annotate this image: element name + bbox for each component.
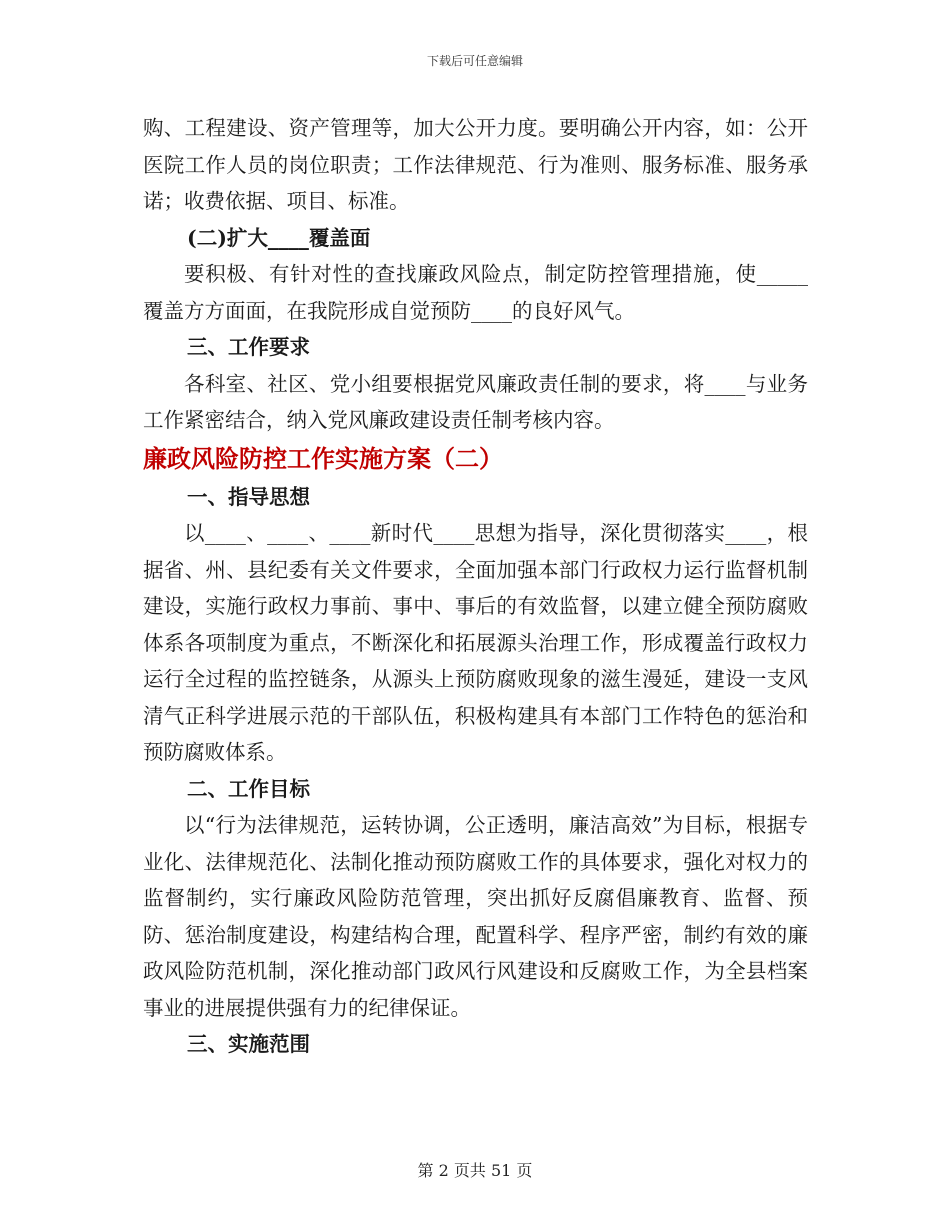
- paragraph-text: 各科室、社区、党小组要根据党风廉政责任制的要求，将____与业务工作紧密结合，纳入党风廉政建设责任制考核内容。: [143, 371, 808, 432]
- page-footer: 第 2 页共 51 页: [417, 1161, 533, 1180]
- page-header: 下载后可任意编辑: [426, 54, 523, 68]
- document-title: 廉政风险防控工作实施方案（二）: [143, 443, 503, 473]
- section-heading: (二)扩大____覆盖面: [187, 225, 371, 250]
- section-heading: 一、指导思想: [187, 484, 310, 509]
- document-body: [143, 110, 808, 1063]
- paragraph-text: 以“行为法律规范，运转协调，公正透明，廉洁高效”为目标，根据专业化、法律规范化、法制化推动预防腐败工作的具体要求，强化对权力的监督制约，实行廉政风险防范管理，突出抓好反腐倡廉教育、监督、预防、惩治制度建设，构建结构合理，配置科学、程序严密，制约有效的廉政风险防范机制，深化推动部门政风行风建设和反腐败工作，为全县档案事业的进展提供强有力的纪律保证。: [143, 813, 808, 1020]
- section-heading: 三、工作要求: [187, 335, 310, 359]
- paragraph-text: 要积极、有针对性的查找廉政风险点，制定防控管理措施，使_____覆盖方方面面，在我院形成自觉预防____的良好风气。: [143, 262, 808, 323]
- section-heading: 三、实施范围: [187, 1032, 310, 1056]
- section-heading: 二、工作目标: [187, 776, 310, 801]
- paragraph-text: 以____、____、____新时代____思想为指导，深化贯彻落实____，根据省、州、县纪委有关文件要求，全面加强本部门行政权力运行监督机制建设，实施行政权力事前、事中、事后的有效监督，以建立健全预防腐败体系各项制度为重点，不断深化和拓展源头治理工作，形成覆盖行政权力运行全过程的监控链条，从源头上预防腐败现象的滋生漫延，建设一支风清气正科学进展示范的干部队伍，积极构建具有本部门工作特色的惩治和预防腐败体系。: [143, 521, 808, 764]
- paragraph-text: 购、工程建设、资产管理等，加大公开力度。要明确公开内容，如：公开医院工作人员的岗位职责；工作法律规范、行为准则、服务标准、服务承诺；收费依据、项目、标准。: [143, 116, 808, 213]
